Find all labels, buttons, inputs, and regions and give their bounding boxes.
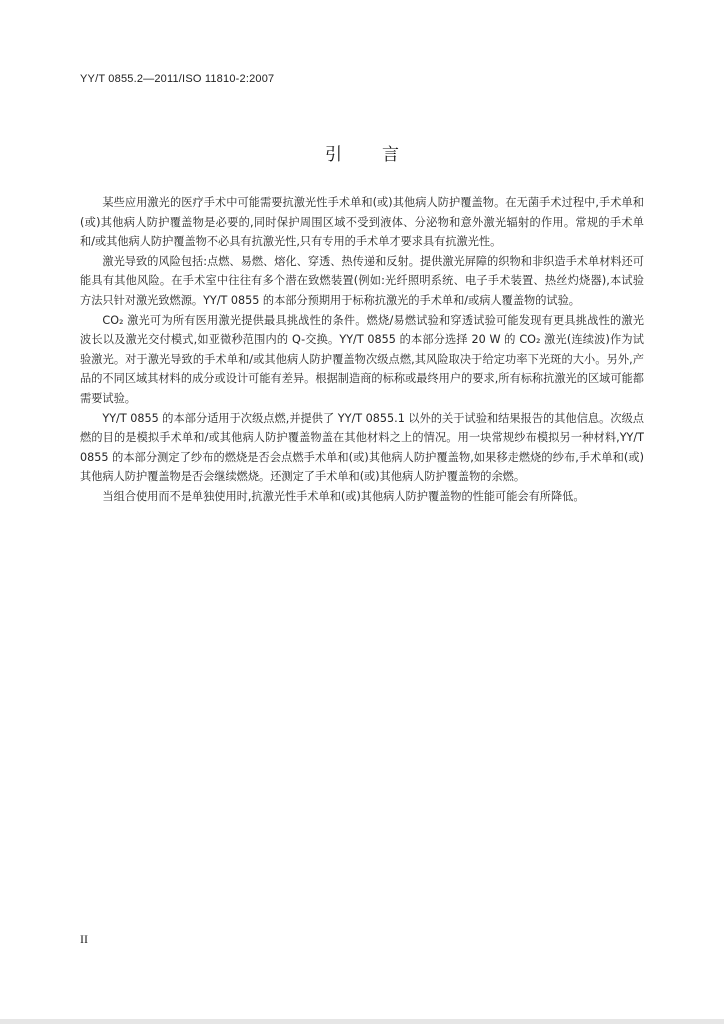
standard-number-header: YY/T 0855.2—2011/ISO 11810-2:2007 [80,73,275,85]
paragraph-3: CO₂ 激光可为所有医用激光提供最具挑战性的条件。燃烧/易燃试验和穿透试验可能发现有更具挑战性的激光波长以及激光交付模式,如亚微秒范围内的 Q-交换。YY/T 0855 的本部分选择 20 W 的 CO₂ 激光(连续波)作为试验激光。对于激光导致的手术单和/或其他病人防护覆盖物次级点燃,其风险取决于给定功率下光斑的大小。另外,产品的不同区域其材料的成分或设计可能有差异。根据制造商的标称或最终用户的要求,所有标称抗激光的区域可能都需要试验。 [80,313,644,405]
introduction-body [80,193,644,507]
section-title-char-2: 言 [382,145,399,165]
paragraph-2: 激光导致的风险包括:点燃、易燃、熔化、穿透、热传递和反射。提供激光屏障的织物和非织造手术单材料还可能具有其他风险。在手术室中往往有多个潜在致燃装置(例如:光纤照明系统、电子手术装置、热丝灼烧器),本试验方法只针对激光致燃源。YY/T 0855 的本部分预期用于标称抗激光的手术单和/或病人覆盖物的试验。 [80,254,644,307]
page-number: II [80,932,88,946]
paragraph-1: 某些应用激光的医疗手术中可能需要抗激光性手术单和(或)其他病人防护覆盖物。在无菌手术过程中,手术单和(或)其他病人防护覆盖物是必要的,同时保护周围区域不受到液体、分泌物和意外激光辐射的作用。常规的手术单和/或其他病人防护覆盖物不必具有抗激光性,只有专用的手术单才要求具有抗激光性。 [80,196,644,249]
section-title-char-1: 引 [325,145,342,165]
section-title [0,140,724,165]
paragraph-4: YY/T 0855 的本部分适用于次级点燃,并提供了 YY/T 0855.1 以外的关于试验和结果报告的其他信息。次级点燃的目的是模拟手术单和/或其他病人防护覆盖物盖在其他材料之上的情况。用一块常规纱布模拟另一种材料,YY/T 0855 的本部分测定了纱布的燃烧是否会点燃手术单和(或)其他病人防护覆盖物,如果移走燃烧的纱布,手术单和(或)其他病人防护覆盖物是否会继续燃烧。还测定了手术单和(或)其他病人防护覆盖物的余燃。 [80,411,644,484]
paragraph-5: 当组合使用而不是单独使用时,抗激光性手术单和(或)其他病人防护覆盖物的性能可能会有所降低。 [102,489,585,503]
page-bottom-edge [0,1019,724,1024]
